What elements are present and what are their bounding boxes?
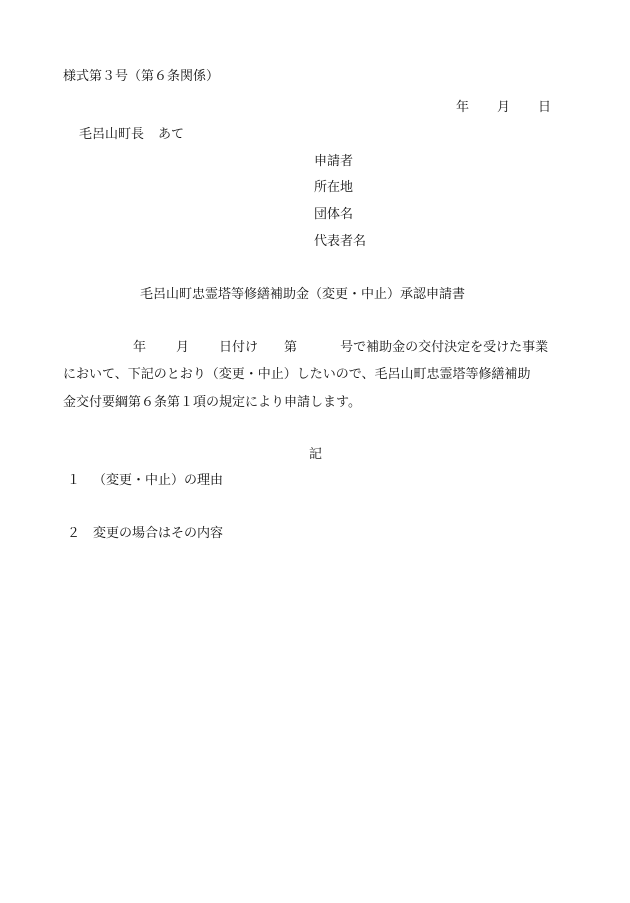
body-dai-label: 第 [284,340,298,355]
body-line-3: 金交付要綱第６条第１項の規定により申請します。 [63,395,361,410]
date-month-label: 月 [497,100,511,115]
body-day-dated-label: 日付け [219,340,259,355]
body-month-label: 月 [176,340,190,355]
item-number: ２ [67,526,81,541]
body-year-label: 年 [133,340,147,355]
date-day-label: 日 [538,100,552,115]
body-line-1 [133,341,548,354]
document-title: 毛呂山町忠霊塔等修繕補助金（変更・中止）承認申請書 [140,287,466,302]
date-line [456,101,551,114]
list-item [67,527,223,540]
body-line-1-rest: 号で補助金の交付決定を受けた事業 [340,340,549,355]
form-number: 様式第３号（第６条関係） [63,69,220,84]
item-text: 変更の場合はその内容 [93,526,224,541]
list-item [67,474,223,487]
ki-heading: 記 [309,447,323,462]
addressee [79,128,184,141]
date-year-label: 年 [456,100,470,115]
representative-label: 代表者名 [314,234,367,249]
addressee-name: 毛呂山町長 [79,127,145,142]
organization-label: 団体名 [314,207,354,222]
body-line-2: において、下記のとおり（変更・中止）したいので、毛呂山町忠霊塔等修繕補助 [63,367,531,382]
applicant-label: 申請者 [314,154,354,169]
item-number: １ [67,473,81,488]
addressee-suffix: あて [158,127,185,142]
item-text: （変更・中止）の理由 [93,473,224,488]
address-label: 所在地 [314,180,354,195]
